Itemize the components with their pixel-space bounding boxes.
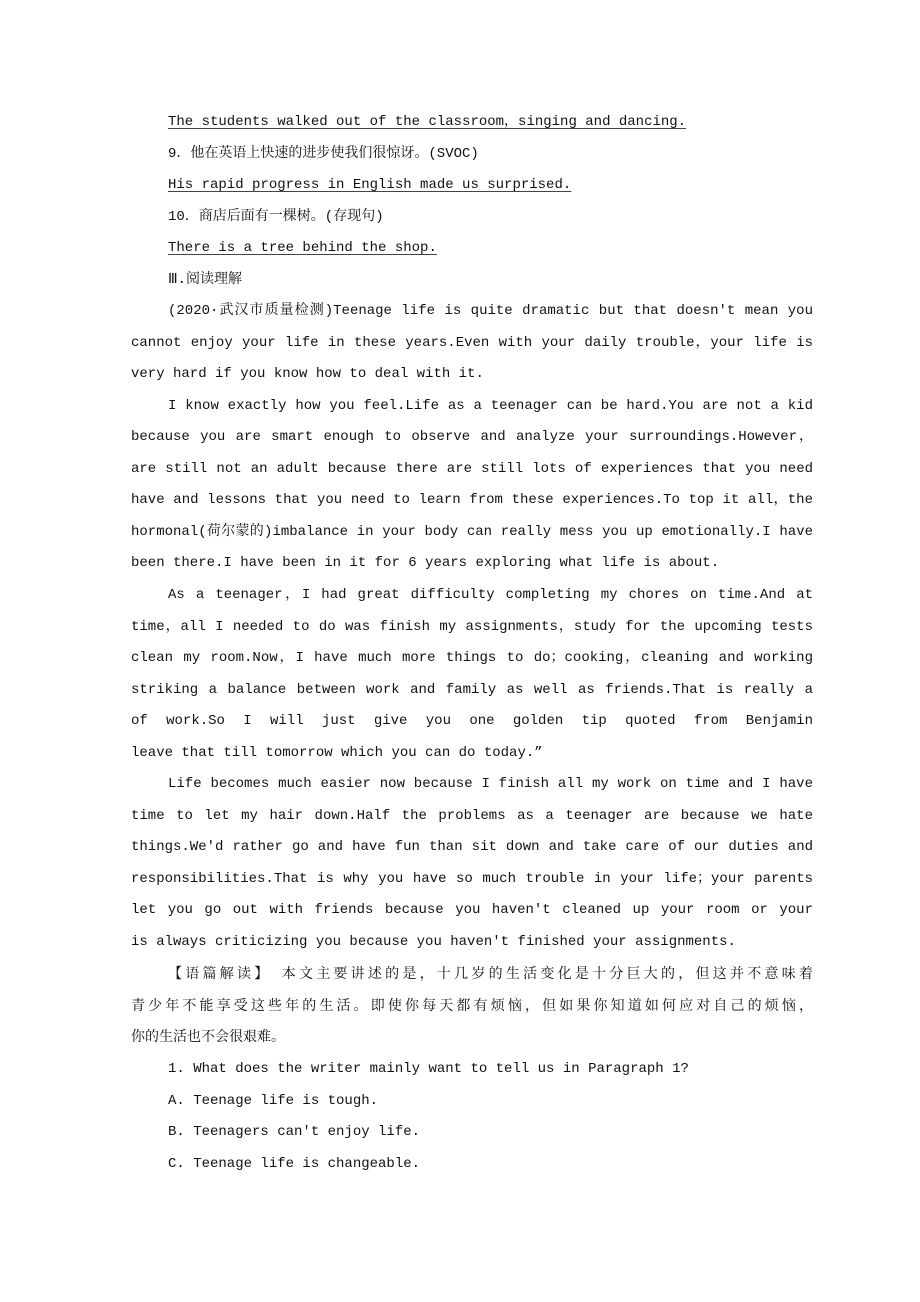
question-9: 9．他在英语上快速的进步使我们很惊讶。(SVOC)	[168, 146, 479, 162]
passage-line: have and lessons that you need to learn from these experiences.To top it all，the	[131, 492, 813, 509]
passage-line: striking a balance between work and family as well as friends.That is really a	[131, 681, 813, 698]
section-title: Ⅲ.阅读理解	[168, 272, 243, 288]
passage-line: are still not an adult because there are still lots of experiences that you need	[131, 460, 813, 477]
option-b: B. Teenagers can't enjoy life.	[168, 1124, 421, 1140]
passage-line: I know exactly how you feel.Life as a teenager can be hard.You are not a kid	[168, 397, 813, 414]
question-10: 10．商店后面有一棵树。(存现句)	[168, 209, 384, 225]
passage-line: things.We'd rather go and have fun than sit down and take care of our duties and	[131, 839, 813, 856]
passage-line: Life becomes much easier now because I finish all my work on time and I have	[168, 776, 813, 793]
option-c: C. Teenage life is changeable.	[168, 1156, 421, 1172]
passage-line: (2020·武汉市质量检测)Teenage life is quite dramatic but that doesn't mean you	[168, 303, 813, 319]
passage-line: As a teenager，I had great difficulty completing my chores on time.And at	[168, 586, 813, 603]
answer-8: The students walked out of the classroom，singing and dancing.	[168, 114, 687, 130]
passage-line: very hard if you know how to deal with it.	[131, 366, 484, 383]
answer-10: There is a tree behind the shop.	[168, 240, 437, 256]
passage-line: been there.I have been in it for 6 years exploring what life is about.	[131, 555, 720, 572]
passage-line: cannot enjoy your life in these years.Even with your daily trouble，your life is	[131, 334, 813, 351]
passage-line: let you go out with friends because you haven't cleaned up your room or your	[131, 902, 813, 919]
analysis-line: 青少年不能享受这些年的生活。即使你每天都有烦恼，但如果你知道如何应对自己的烦恼，	[131, 998, 813, 1014]
analysis-line: 你的生活也不会很艰难。	[131, 1029, 285, 1045]
option-a: A. Teenage life is tough.	[168, 1093, 379, 1109]
passage-line: time to let my hair down.Half the problems as a teenager are because we hate	[131, 807, 813, 824]
answer-9: His rapid progress in English made us surprised.	[168, 177, 572, 193]
passage-line: is always criticizing you because you haven't finished your assignments.	[131, 934, 736, 950]
question-stem: 1. What does the writer mainly want to tell us in Paragraph 1?	[168, 1061, 689, 1077]
analysis-line: 【语篇解读】 本文主要讲述的是，十几岁的生活变化是十分巨大的，但这并不意味着	[168, 966, 813, 982]
passage-line: of work.So I will just give you one golden tip quoted from Benjamin	[131, 713, 813, 730]
passage-line: leave that till tomorrow which you can do today.”	[131, 744, 543, 761]
passage-line: clean my room.Now，I have much more things to do；cooking，cleaning and working	[131, 650, 813, 667]
passage-line: responsibilities.That is why you have so much trouble in your life；your parents	[131, 870, 813, 887]
passage-line: hormonal(荷尔蒙的)imbalance in your body can really mess you up emotionally.I have	[131, 523, 813, 540]
passage-line: time，all I needed to do was finish my assignments，study for the upcoming tests	[131, 618, 813, 635]
passage-line: because you are smart enough to observe and analyze your surroundings.However，	[131, 429, 813, 446]
